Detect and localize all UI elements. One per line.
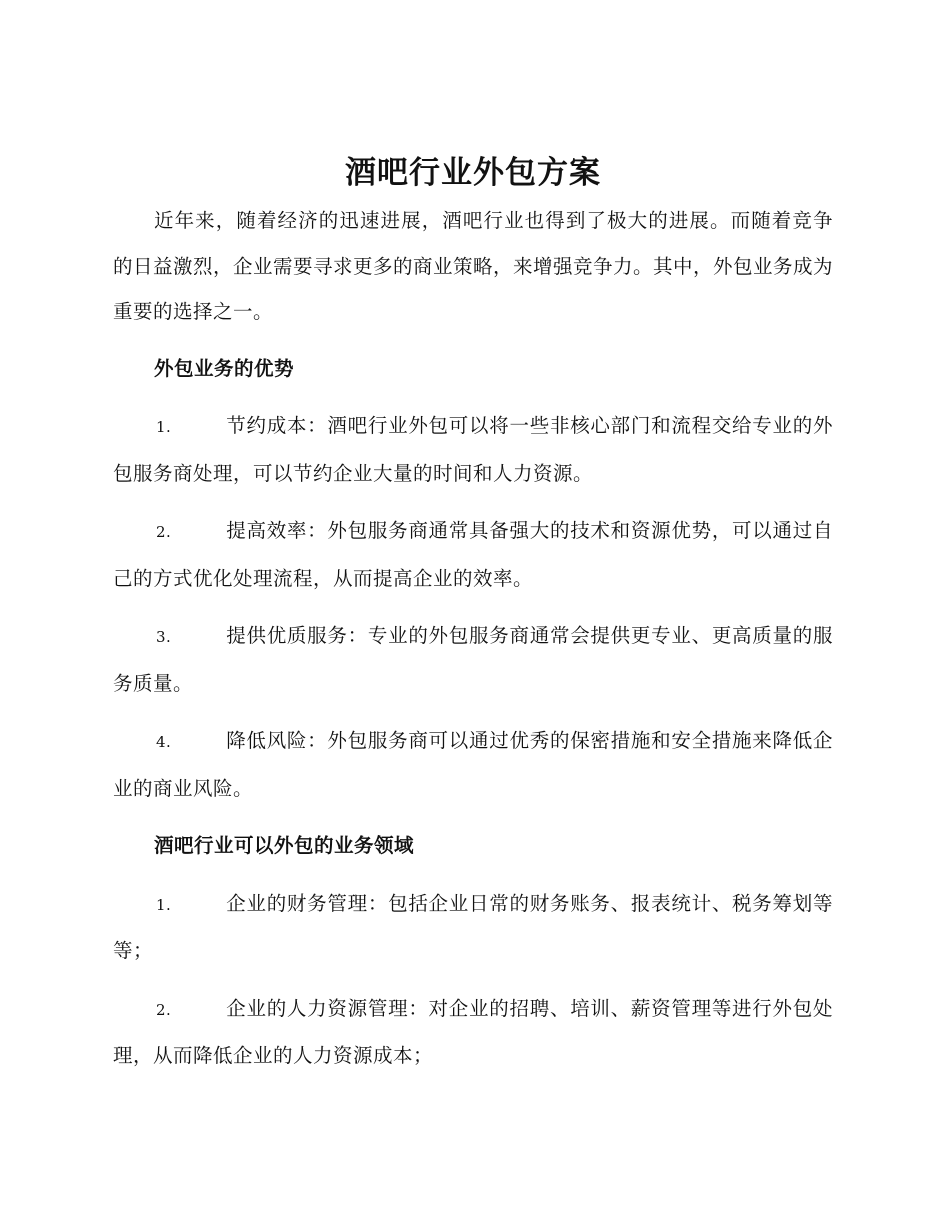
list-item-text: 企业的财务管理：包括企业日常的财务账务、报表统计、税务筹划等等；	[113, 891, 833, 962]
list-item	[113, 613, 833, 706]
list-item	[113, 986, 833, 1079]
section-heading-outsourcing-areas: 酒吧行业可以外包的业务领域	[154, 834, 415, 857]
document-page	[113, 150, 833, 1091]
list-item	[113, 508, 833, 601]
list-item	[113, 718, 833, 811]
list-item	[113, 881, 833, 974]
list-item-number: 1.	[156, 418, 172, 436]
section-heading-advantages: 外包业务的优势	[154, 356, 295, 380]
document-title: 酒吧行业外包方案	[345, 155, 601, 191]
list-item-text: 企业的人力资源管理：对企业的招聘、培训、薪资管理等进行外包处理，从而降低企业的人力资源成本；	[113, 996, 833, 1067]
list-item-text: 降低风险：外包服务商可以通过优秀的保密措施和安全措施来降低企业的商业风险。	[113, 729, 833, 800]
list-item-text: 提高效率：外包服务商通常具备强大的技术和资源优势，可以通过自己的方式优化处理流程，从而提高企业的效率。	[113, 519, 833, 590]
list-item	[113, 403, 833, 496]
list-item-number: 1.	[156, 895, 172, 914]
list-item-number: 2.	[156, 1000, 172, 1019]
intro-paragraph: 近年来，随着经济的迅速进展，酒吧行业也得到了极大的进展。而随着竞争的日益激烈，企业需要寻求更多的商业策略，来增强竞争力。其中，外包业务成为重要的选择之一。	[113, 209, 834, 323]
list-item-text: 节约成本：酒吧行业外包可以将一些非核心部门和流程交给专业的外包服务商处理，可以节约企业大量的时间和人力资源。	[113, 414, 833, 485]
list-item-number: 4.	[156, 733, 172, 751]
list-item-number: 2.	[156, 523, 172, 541]
list-item-text: 提供优质服务：专业的外包服务商通常会提供更专业、更高质量的服务质量。	[113, 624, 833, 695]
list-item-number: 3.	[156, 628, 172, 646]
